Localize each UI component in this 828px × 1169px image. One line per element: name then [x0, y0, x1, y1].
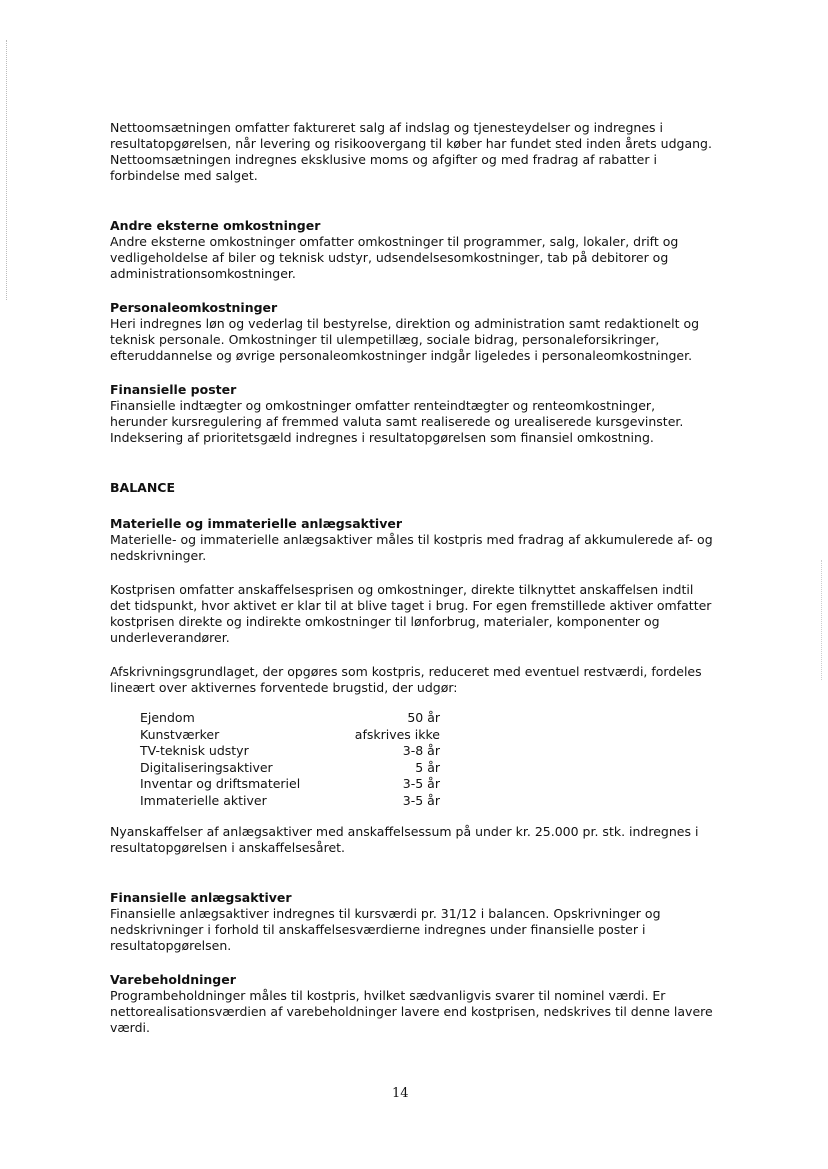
row-value: 3-8 år	[402, 743, 440, 758]
section-heading: Personaleomkostninger	[110, 300, 278, 315]
section-materielle	[110, 516, 715, 564]
row-value: afskrives ikke	[354, 726, 440, 742]
table-row	[140, 727, 440, 744]
section-andre-eksterne	[110, 218, 715, 282]
intro-block	[110, 120, 715, 184]
table-row	[140, 760, 440, 777]
section-personale	[110, 300, 715, 364]
nyanskaffelser-paragraph: Nyanskaffelser af anlægsaktiver med anskaffelsessum på under kr. 25.000 pr. stk. indregnes i resultatopgørelsen i anskaffelsesåret.	[110, 824, 699, 855]
section-text: Finansielle anlægsaktiver indregnes til kursværdi pr. 31/12 i balancen. Opskrivninger og nedskrivninger i forhold til anskaffelsesværdierne indregnes under finansielle poster i resultatopgørelsen.	[110, 906, 661, 953]
row-label: Kunstværker	[140, 726, 220, 742]
section-text: Materielle- og immaterielle anlægsaktiver måles til kostpris med fradrag af akkumulerede af- og nedskrivninger.	[110, 532, 713, 563]
kostpris-paragraph-block	[110, 582, 715, 646]
row-value: 50 år	[407, 710, 440, 725]
row-value: 5 år	[415, 759, 440, 775]
table-row	[140, 776, 440, 793]
section-finansielle-anlaegsaktiver	[110, 890, 715, 954]
row-value: 3-5 år	[402, 792, 440, 808]
nyanskaffelser-block	[110, 824, 715, 856]
intro-paragraph-1: Nettoomsætningen omfatter faktureret salg af indslag og tjenesteydelser og indregnes i resultatopgørelsen, når levering og risikoovergang til køber har fundet sted inden årets udgang.	[110, 120, 712, 151]
section-heading: Materielle og immaterielle anlægsaktiver	[110, 516, 402, 531]
afskrivning-paragraph-block	[110, 664, 715, 696]
section-heading: Varebeholdninger	[110, 972, 236, 987]
table-row	[140, 743, 440, 760]
section-heading: Finansielle anlægsaktiver	[110, 890, 292, 905]
section-text: Andre eksterne omkostninger omfatter omkostninger til programmer, salg, lokaler, drift og vedligeholdelse af biler og teknisk udstyr, udsendelsesomkostninger, tab på debitorer og administrationsomkostninger.	[110, 234, 679, 281]
page-number: 14	[392, 1086, 409, 1101]
row-label: Digitaliseringsaktiver	[140, 759, 273, 775]
scan-edge-mark	[6, 40, 8, 300]
kostpris-paragraph: Kostprisen omfatter anskaffelsesprisen og omkostninger, direkte tilknyttet anskaffelsen indtil det tidspunkt, hvor aktivet er klar til at blive taget i brug. For egen fremstillede aktiver omfatter kostprisen direkte og indirekte omkostninger til lønforbrug, materialer, komponenter og underleverandører.	[110, 582, 712, 645]
afskrivning-paragraph: Afskrivningsgrundlaget, der opgøres som kostpris, reduceret med eventuel restværdi, fordeles lineært over aktivernes forventede brugstid, der udgør:	[110, 664, 702, 695]
table-row	[140, 793, 440, 810]
scan-edge-mark	[821, 560, 823, 680]
depreciation-table	[140, 710, 440, 809]
row-value: 3-5 år	[402, 776, 440, 791]
balance-title-block	[110, 480, 715, 496]
section-heading: Andre eksterne omkostninger	[110, 218, 321, 233]
section-finansielle-poster	[110, 382, 715, 446]
section-heading: Finansielle poster	[110, 382, 237, 397]
section-text: Programbeholdninger måles til kostpris, hvilket sædvanligvis svarer til nominel værdi. Er nettorealisationsværdien af varebeholdninger lavere end kostprisen, nedskrives til denne lavere værdi.	[110, 988, 713, 1035]
row-label: Inventar og driftsmateriel	[140, 776, 301, 791]
section-text: Finansielle indtægter og omkostninger omfatter renteindtægter og renteomkostninger, herunder kursregulering af fremmed valuta samt realiserede og urealiserede kursgevinster. Indeksering af prioritetsgæld indregnes i resultatopgørelsen som finansiel omkostning.	[110, 398, 684, 445]
intro-paragraph-2: Nettoomsætningen indregnes eksklusive moms og afgifter og med fradrag af rabatter i forbindelse med salget.	[110, 152, 657, 183]
balance-title: BALANCE	[110, 480, 176, 495]
section-text: Heri indregnes løn og vederlag til bestyrelse, direktion og administration samt redaktionelt og teknisk personale. Omkostninger til ulempetillæg, sociale bidrag, personaleforsikringer, efteruddannelse og øvrige personaleomkostninger indgår ligeledes i personaleomkostninger.	[110, 316, 700, 363]
row-label: TV-teknisk udstyr	[140, 743, 249, 758]
row-label: Ejendom	[140, 710, 195, 725]
section-varebeholdninger	[110, 972, 715, 1036]
row-label: Immaterielle aktiver	[140, 792, 267, 808]
table-row	[140, 710, 440, 727]
